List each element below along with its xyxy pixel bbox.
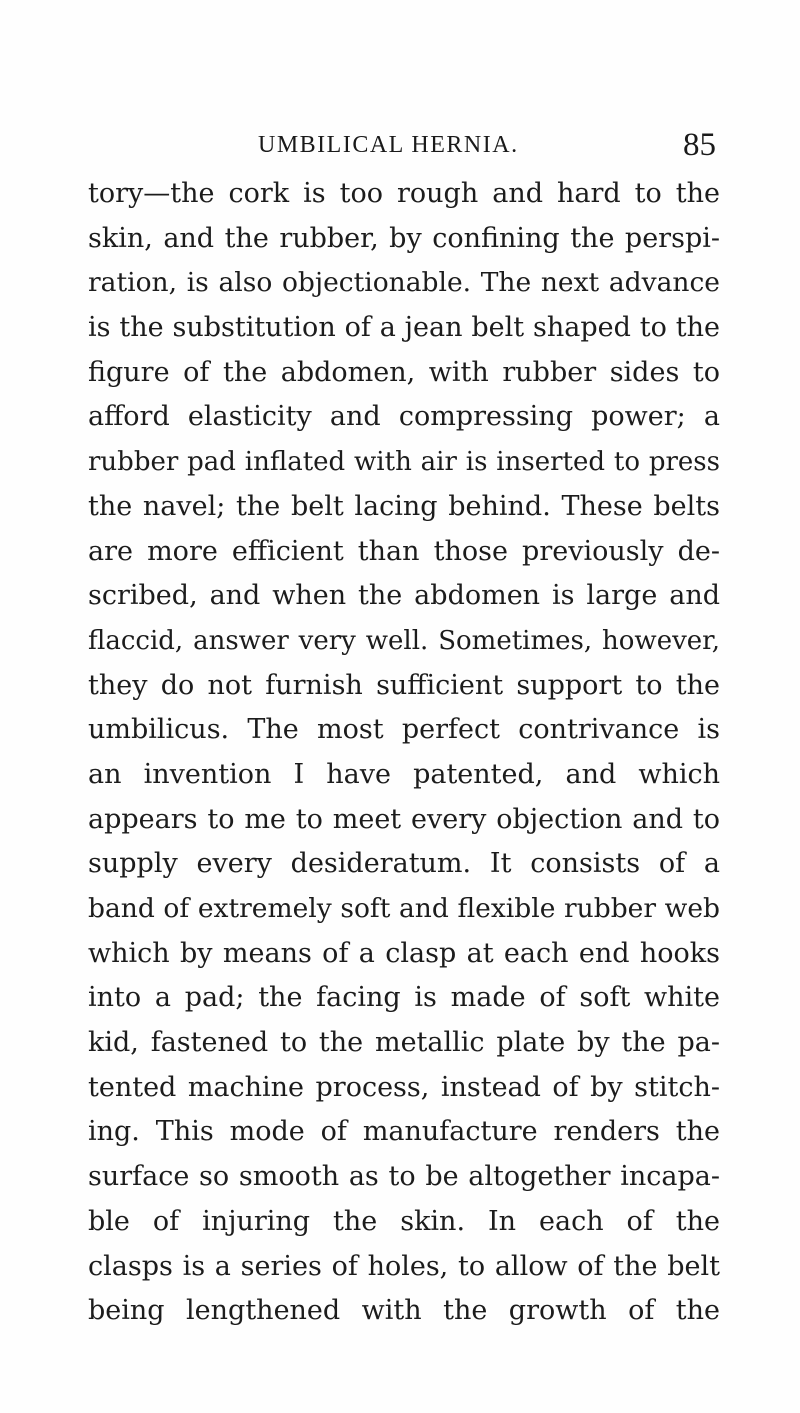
text-line: they do not furnish sufficient support to the: [88, 669, 720, 701]
text-line: tented machine process, instead of by stitch-: [88, 1071, 720, 1103]
running-head: [90, 127, 718, 172]
text-line: appears to me to meet every objection and to: [88, 803, 720, 835]
text-line: flaccid, answer very well. Sometimes, however,: [88, 625, 720, 656]
text-line: ing. This mode of manufacture renders the: [88, 1116, 720, 1148]
text-line: surface so smooth as to be altogether incapa-: [88, 1161, 720, 1193]
text-line: skin, and the rubber, by confining the perspi-: [88, 222, 720, 254]
running-title: UMBILICAL HERNIA.: [258, 132, 519, 158]
text-line: being lengthened with the growth of the: [88, 1295, 720, 1327]
text-line: ration, is also objectionable. The next advance: [88, 267, 720, 299]
text-line: figure of the abdomen, with rubber sides to: [88, 356, 720, 388]
text-line: is the substitution of a jean belt shaped to the: [88, 312, 720, 344]
text-line: rubber pad inflated with air is inserted to press: [88, 447, 720, 478]
text-line: ble of injuring the skin. In each of the: [88, 1205, 720, 1237]
body-text: [88, 172, 720, 1334]
text-line: band of extremely soft and flexible rubber web: [88, 893, 720, 924]
text-line: into a pad; the facing is made of soft white: [88, 982, 720, 1014]
text-line: kid, fastened to the metallic plate by the pa-: [88, 1027, 720, 1059]
text-line: the navel; the belt lacing behind. These belts: [88, 490, 720, 522]
text-line: tory—the cork is too rough and hard to the: [88, 178, 720, 209]
text-line: are more efficient than those previously de-: [88, 535, 720, 567]
page-number: 85: [683, 127, 716, 163]
text-line: umbilicus. The most perfect contrivance is: [88, 714, 720, 746]
text-line: supply every desideratum. It consists of a: [88, 848, 720, 880]
text-line: which by means of a clasp at each end hooks: [88, 937, 720, 969]
text-line: clasps is a series of holes, to allow of the belt: [88, 1250, 720, 1282]
text-line: scribed, and when the abdomen is large and: [88, 580, 720, 612]
text-line: an invention I have patented, and which: [88, 758, 720, 790]
text-line: afford elasticity and compressing power; a: [88, 401, 720, 433]
